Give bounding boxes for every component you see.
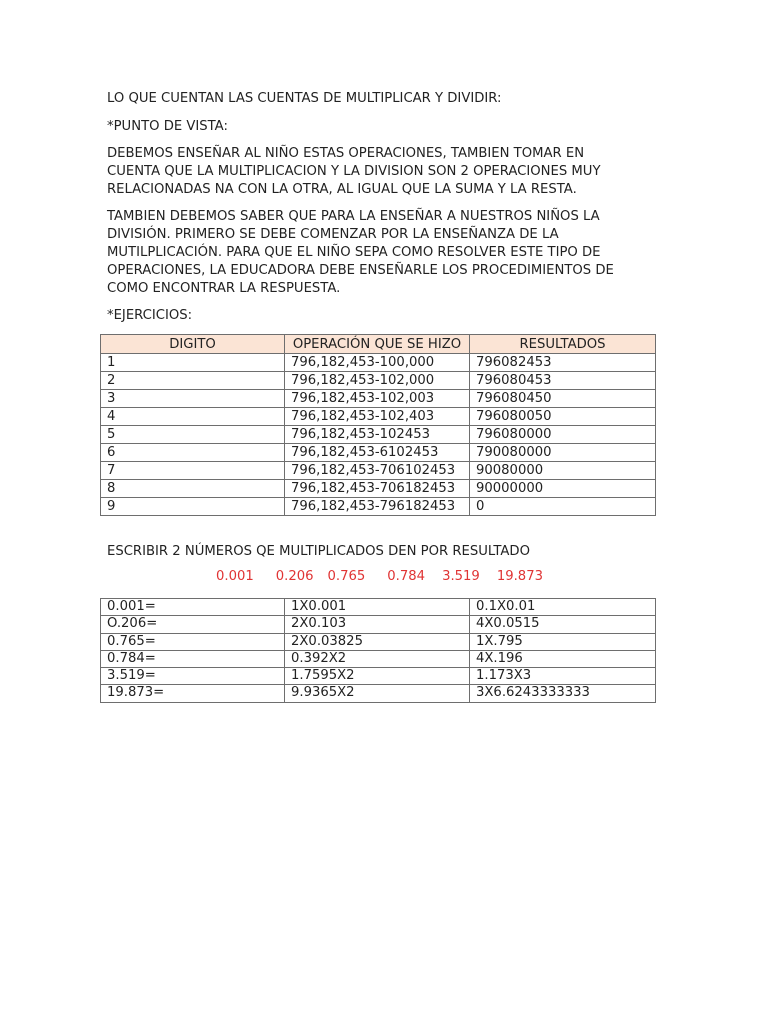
target-numbers xyxy=(107,568,655,586)
table-row xyxy=(101,426,656,444)
table-cell: 3.519= xyxy=(101,668,285,685)
table-cell: 796,182,453-796182453 xyxy=(285,498,470,516)
table-cell: 9 xyxy=(101,498,285,516)
header-operacion: OPERACIÓN QUE SE HIZO xyxy=(285,335,470,354)
table-cell: O.206= xyxy=(101,616,285,633)
punto-de-vista-label: *PUNTO DE VISTA: xyxy=(107,119,228,134)
table-cell: 0.1X0.01 xyxy=(470,599,656,616)
table-row xyxy=(101,498,656,516)
target-number: 19.873 xyxy=(496,569,543,584)
table-cell: 3X6.6243333333 xyxy=(470,685,656,702)
paragraph-2-line: OPERACIONES, LA EDUCADORA DEBE ENSEÑARLE LOS PROCEDIMIENTOS DE xyxy=(107,263,614,278)
paragraph-1-line: CUENTA QUE LA MULTIPLICACION Y LA DIVISION SON 2 OPERACIONES MUY xyxy=(107,164,601,179)
table-cell: 0.392X2 xyxy=(285,650,470,667)
table-cell: 8 xyxy=(101,480,285,498)
table-row xyxy=(101,599,656,616)
table-cell: 796,182,453-102453 xyxy=(285,426,470,444)
table-cell: 1.7595X2 xyxy=(285,668,470,685)
table-cell: 1.173X3 xyxy=(470,668,656,685)
table-cell: 0.784= xyxy=(101,650,285,667)
table-cell: 0.765= xyxy=(101,633,285,650)
paragraph-2 xyxy=(107,208,655,298)
table-cell: 790080000 xyxy=(470,444,656,462)
document-title: LO QUE CUENTAN LAS CUENTAS DE MULTIPLICAR Y DIVIDIR: xyxy=(107,91,502,106)
table-row xyxy=(101,354,656,372)
table-cell: 796,182,453-100,000 xyxy=(285,354,470,372)
header-resultados: RESULTADOS xyxy=(470,335,656,354)
table-cell: 796080000 xyxy=(470,426,656,444)
table-cell: 796,182,453-706102453 xyxy=(285,462,470,480)
table-cell: 796,182,453-102,003 xyxy=(285,390,470,408)
table-cell: 796080050 xyxy=(470,408,656,426)
table-row xyxy=(101,616,656,633)
table-cell: 90000000 xyxy=(470,480,656,498)
table-row xyxy=(101,668,656,685)
paragraph-2-line: MUTILPLICACIÓN. PARA QUE EL NIÑO SEPA COMO RESOLVER ESTE TIPO DE xyxy=(107,245,601,260)
table-row xyxy=(101,480,656,498)
table-cell: 796080453 xyxy=(470,372,656,390)
table-cell: 5 xyxy=(101,426,285,444)
table-row xyxy=(101,408,656,426)
header-digito: DIGITO xyxy=(101,335,285,354)
table-cell: 1 xyxy=(101,354,285,372)
table-cell: 796,182,453-706182453 xyxy=(285,480,470,498)
target-number: 0.784 xyxy=(387,569,426,584)
table-row xyxy=(101,390,656,408)
table-cell: 796,182,453-102,403 xyxy=(285,408,470,426)
paragraph-1 xyxy=(107,145,655,199)
table-header-row xyxy=(101,335,656,354)
target-number: 0.206 xyxy=(275,569,314,584)
target-number: 3.519 xyxy=(442,569,480,584)
table-row xyxy=(101,372,656,390)
table-cell: 1X.795 xyxy=(470,633,656,650)
table-cell: 3 xyxy=(101,390,285,408)
table-cell: 0.001= xyxy=(101,599,285,616)
table-cell: 9.9365X2 xyxy=(285,685,470,702)
table-cell: 796082453 xyxy=(470,354,656,372)
document-page xyxy=(107,90,655,703)
table-cell: 7 xyxy=(101,462,285,480)
paragraph-1-line: DEBEMOS ENSEÑAR AL NIÑO ESTAS OPERACIONES, TAMBIEN TOMAR EN xyxy=(107,146,585,161)
table-row xyxy=(101,685,656,702)
table-row xyxy=(101,462,656,480)
table-row xyxy=(101,650,656,667)
table-cell: 1X0.001 xyxy=(285,599,470,616)
paragraph-2-line: COMO ENCONTRAR LA RESPUESTA. xyxy=(107,281,341,296)
table-cell: 2X0.03825 xyxy=(285,633,470,650)
operations-table xyxy=(100,334,656,516)
table-cell: 2X0.103 xyxy=(285,616,470,633)
table-cell: 19.873= xyxy=(101,685,285,702)
paragraph-1-line: RELACIONADAS NA CON LA OTRA, AL IGUAL QUE LA SUMA Y LA RESTA. xyxy=(107,182,577,197)
target-number: 0.765 xyxy=(327,569,366,584)
table-cell: 4X0.0515 xyxy=(470,616,656,633)
table-cell: 796,182,453-102,000 xyxy=(285,372,470,390)
table-cell: 6 xyxy=(101,444,285,462)
table-cell: 90080000 xyxy=(470,462,656,480)
multiplication-table xyxy=(100,598,656,703)
table-cell: 2 xyxy=(101,372,285,390)
paragraph-2-line: DIVISIÓN. PRIMERO SE DEBE COMENZAR POR LA ENSEÑANZA DE LA xyxy=(107,227,559,242)
paragraph-2-line: TAMBIEN DEBEMOS SABER QUE PARA LA ENSEÑAR A NUESTROS NIÑOS LA xyxy=(107,209,600,224)
table-cell: 796080450 xyxy=(470,390,656,408)
table-cell: 0 xyxy=(470,498,656,516)
table-cell: 4X.196 xyxy=(470,650,656,667)
table-row xyxy=(101,444,656,462)
table-row xyxy=(101,633,656,650)
target-number: 0.001 xyxy=(216,569,254,584)
table-cell: 796,182,453-6102453 xyxy=(285,444,470,462)
ejercicios-label: *EJERCICIOS: xyxy=(107,308,193,323)
table-cell: 4 xyxy=(101,408,285,426)
escribir-label: ESCRIBIR 2 NÚMEROS QE MULTIPLICADOS DEN POR RESULTADO xyxy=(107,544,530,559)
